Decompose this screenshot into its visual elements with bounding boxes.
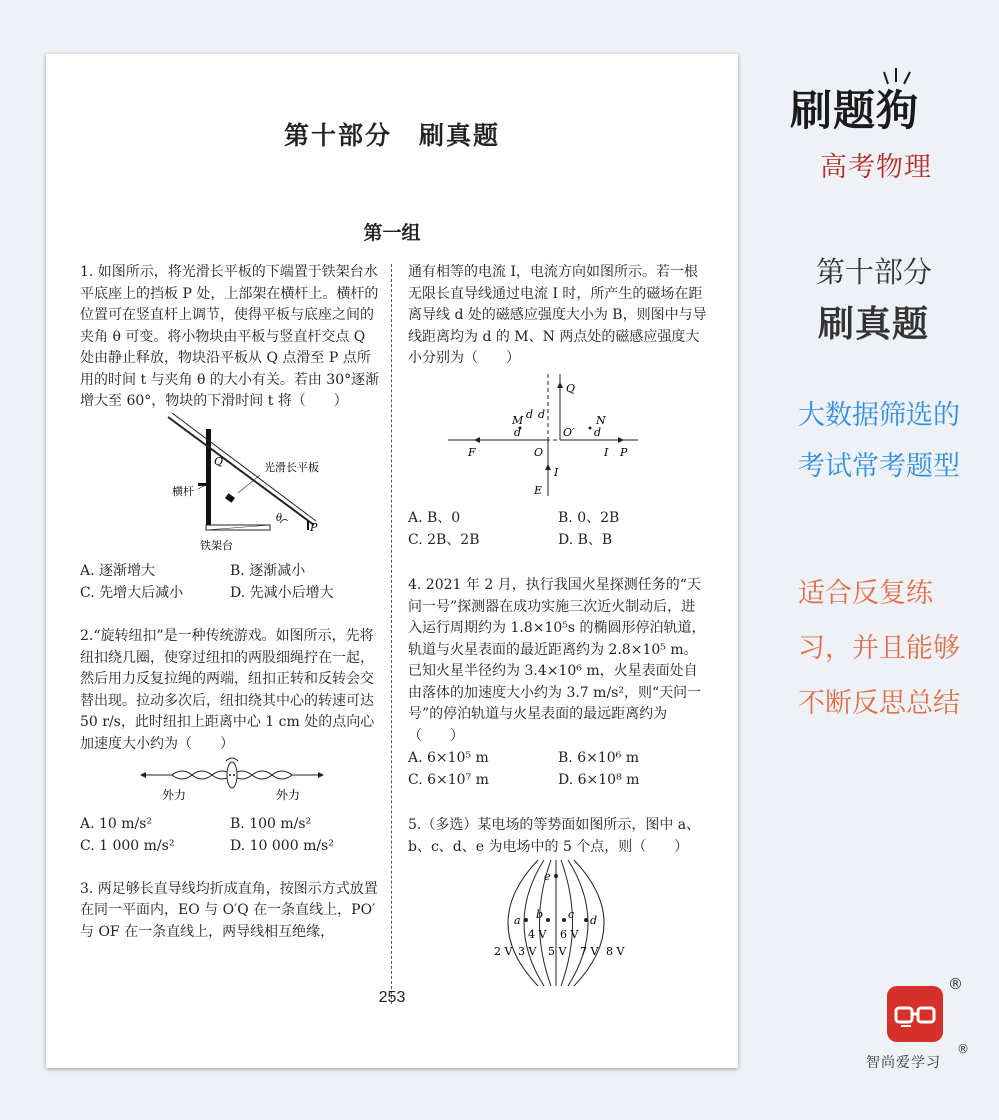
column-divider [391, 264, 392, 1004]
registered-mark-small: ® [957, 1042, 969, 1056]
fig-o: O [534, 445, 544, 459]
question-1-options [80, 560, 380, 604]
logo-sparkle-icon [880, 66, 920, 86]
exam-page [46, 54, 738, 1068]
option-d: D. 6×10⁸ m [558, 772, 640, 788]
question-5-text: 5.（多选）某电场的等势面如图所示，图中 a、b、c、d、e 为电场中的 5 个点，则（ ） [408, 817, 701, 855]
option-c: C. 6×10⁷ m [408, 772, 489, 788]
left-column [80, 262, 380, 943]
option-d: D. 先减小后增大 [230, 585, 334, 601]
theta-label: θ [276, 512, 283, 524]
fig-n: N [596, 413, 606, 427]
option-d: D. 10 000 m/s² [230, 837, 334, 854]
page-title: 第十部分 刷真题 [283, 121, 500, 150]
svg-text:d: d [526, 407, 534, 421]
svg-text:2 V: 2 V [494, 945, 513, 958]
question-5-figure [408, 858, 708, 988]
fig-e: E [534, 483, 543, 497]
question-3-text: 3. 两足够长直导线均折成直角，按图示方式放置在同一平面内，EO 与 O′Q 在一条直线上，PO′与 OF 在一条直线上，两导线相互绝缘， [80, 880, 378, 940]
point-c: c [568, 908, 575, 921]
option-c: C. 2B、2B [408, 532, 480, 548]
svg-text:d: d [538, 407, 546, 421]
option-d: D. B、B [558, 532, 613, 548]
brand-name: 智尚爱学习 [866, 1055, 941, 1071]
point-b: b [536, 908, 544, 921]
fig-p: P [620, 445, 628, 459]
option-a: A. 逐渐增大 [80, 563, 156, 579]
point-d: d [590, 914, 598, 927]
board-label: 光滑长平板 [264, 460, 319, 474]
svg-text:5 V: 5 V [548, 945, 567, 958]
svg-text:7 V: 7 V [580, 945, 599, 958]
part-label: 第十部分 [816, 255, 933, 289]
question-4-options [408, 747, 708, 791]
label-4v: 4 V [528, 928, 547, 941]
option-b: B. 6×10⁶ m [558, 750, 639, 766]
p-point-label: P [310, 520, 318, 534]
point-e: e [544, 870, 551, 883]
right-column [408, 262, 708, 996]
question-1-figure [80, 413, 380, 553]
option-a: A. B、0 [408, 510, 461, 526]
group-heading: 第一组 [363, 222, 421, 244]
brush-label: 刷真题 [818, 304, 930, 345]
question-2-text: 2.“旋转纽扣”是一种传统游戏。如图所示，先将纽扣绕几圈，使穿过纽扣的两股细绳拧在一起，然后用力反复拉绳的两端，纽扣正转和反转会交替出现。拉动多次后，纽扣绕其中心的转速可达 50 r/s，此时纽扣上距离中心 1 cm 处的点向心加速度大小约为（ ） [80, 628, 375, 752]
question-3-text-continued: 通有相等的电流 I，电流方向如图所示。若一根无限长直导线通过电流 I 时，所产生的磁场在距离导线 d 处的磁感应强度大小为 B，则图中与导线距离均为 d 的 M、N 两点处的磁感应强度大小分别为（ ） [408, 264, 707, 366]
subject-subtitle: 高考物理 [820, 152, 932, 183]
option-a: A. 6×10⁵ m [408, 750, 489, 766]
fig-i-bottom: I [554, 465, 559, 479]
option-b: B. 逐渐减小 [230, 563, 306, 579]
fig-m: M [512, 413, 524, 427]
stand-label: 铁架台 [200, 538, 233, 552]
question-2-figure [80, 755, 380, 805]
bar-label: 横杆 [172, 484, 194, 498]
page-number: 253 [378, 989, 406, 1006]
question-3-options [408, 507, 708, 551]
svg-text:d: d [514, 425, 522, 439]
question-1-text: 1. 如图所示，将光滑长平板的下端置于铁架台水平底座上的挡板 P 处，上部架在横杆上。横杆的位置可在竖直杆上调节，使得平板与底座之间的夹角 θ 可变。将小物块由平板与竖直杆交点 Q 处由静止释放，物块沿平板从 Q 点滑至 P 点所用的时间 t 与夹角 θ 的大小有关。若由 30°逐渐增大至 60°，物块的下滑时间 t 将（ ） [80, 264, 380, 409]
promo-orange-text: 适合反复练习，并且能够不断反思总结 [798, 578, 960, 719]
point-a: a [514, 914, 521, 927]
option-c: C. 先增大后减小 [80, 585, 184, 601]
fig-o-prime: O′ [563, 425, 575, 439]
fig-i-right: I [604, 445, 609, 459]
brand-logo-text: 刷题狗 [790, 86, 920, 135]
option-b: B. 0、2B [558, 510, 620, 526]
question-4-text: 4. 2021 年 2 月，执行我国火星探测任务的“天问一号”探测器在成功实施三次近火制动后，进入运行周期约为 1.8×10⁵s 的椭圆形停泊轨道，轨道与火星表面的最近距离约为 2.8×10⁵ m。已知火星半径约为 3.4×10⁶ m，火星表面处自由落体的加速度大小约为 3.7 m/s²，则“天问一号”的停泊轨道与火星表面的最远距离约为（ ） [408, 577, 706, 744]
option-a: A. 10 m/s² [80, 815, 153, 832]
question-3-figure [408, 370, 708, 500]
fig-f: F [468, 445, 476, 459]
force-right-label: 外力 [276, 788, 301, 802]
svg-text:3 V: 3 V [518, 945, 537, 958]
label-6v: 6 V [560, 928, 579, 941]
svg-text:d: d [594, 425, 602, 439]
option-b: B. 100 m/s² [230, 815, 312, 832]
option-c: C. 1 000 m/s² [80, 837, 175, 854]
q-point-label: Q [214, 454, 224, 468]
question-2-options [80, 813, 380, 857]
app-logo-icon [887, 986, 943, 1042]
promo-blue-text: 大数据筛选的考试常考题型 [798, 400, 960, 482]
registered-mark: ® [948, 975, 963, 993]
fig-q: Q [566, 381, 576, 395]
svg-text:8 V: 8 V [606, 945, 625, 958]
force-left-label: 外力 [162, 788, 187, 802]
